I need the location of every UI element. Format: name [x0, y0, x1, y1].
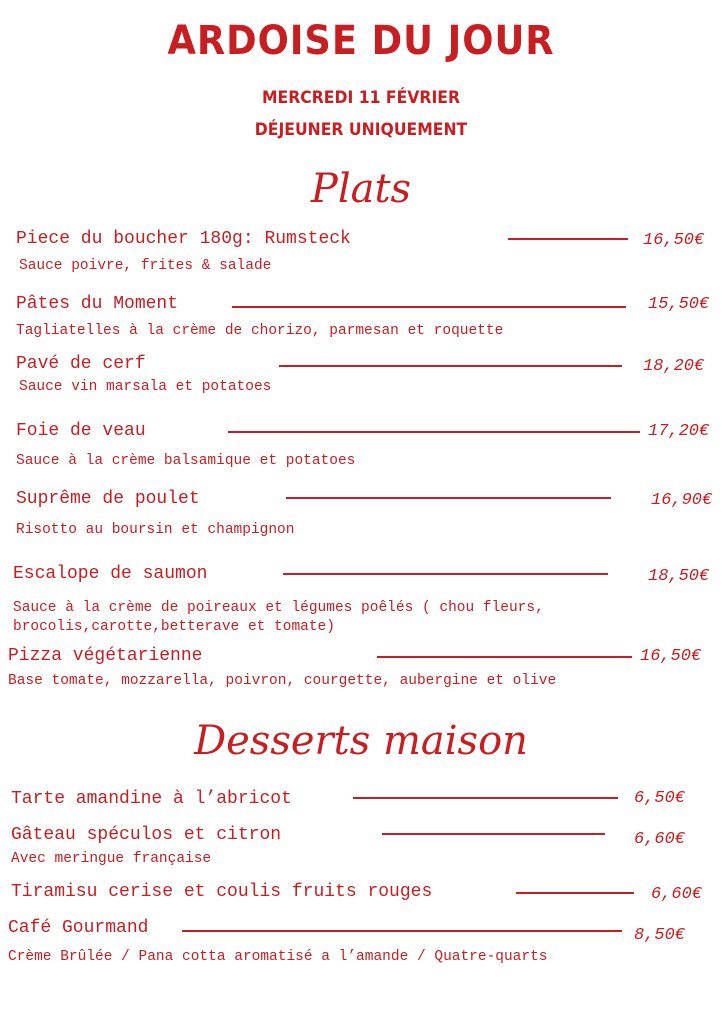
menu-service: DÉJEUNER UNIQUEMENT [254, 120, 468, 140]
leader-line [516, 892, 634, 894]
section-title-desserts: Desserts maison [194, 718, 528, 764]
leader-line [508, 238, 628, 240]
plat-description: Base tomate, mozzarella, poivron, courgette, aubergine et olive [8, 673, 557, 689]
section-title-plats: Plats [310, 166, 412, 212]
leader-line [353, 797, 618, 799]
leader-line [232, 306, 626, 308]
dessert-price: 6,60€ [651, 885, 703, 904]
dessert-price: 6,60€ [634, 830, 686, 849]
leader-line [286, 497, 611, 499]
plat-description: Sauce à la crème balsamique et potatoes [16, 453, 356, 469]
plat-price: 16,90€ [651, 491, 713, 510]
plat-price: 16,50€ [643, 231, 705, 250]
plat-name: Pizza végétarienne [8, 646, 203, 666]
dessert-name: Gâteau spéculos et citron [11, 825, 282, 845]
menu-date: MERCREDI 11 FÉVRIER [261, 88, 461, 108]
dessert-name: Tarte amandine à l’abricot [11, 789, 292, 809]
dessert-description: Avec meringue française [11, 851, 212, 867]
plat-name: Suprême de poulet [16, 489, 200, 509]
plat-price: 18,50€ [648, 567, 710, 586]
leader-line [182, 930, 622, 932]
plat-description: Tagliatelles à la crème de chorizo, parmesan et roquette [16, 323, 504, 339]
plat-name: Escalope de saumon [13, 564, 208, 584]
leader-line [283, 573, 608, 575]
plat-name: Foie de veau [16, 421, 146, 441]
plat-price: 16,50€ [640, 647, 702, 666]
plat-name: Pavé de cerf [16, 354, 146, 374]
plat-price: 17,20€ [648, 422, 710, 441]
plat-description: Risotto au boursin et champignon [16, 522, 295, 538]
plat-description-continued: brocolis,carotte,betterave et tomate) [13, 619, 335, 635]
dessert-price: 8,50€ [634, 926, 686, 945]
plat-name: Pâtes du Moment [16, 294, 179, 314]
dessert-price: 6,50€ [634, 789, 686, 808]
dessert-name: Tiramisu cerise et coulis fruits rouges [11, 882, 433, 902]
leader-line [228, 431, 640, 433]
plat-description: Sauce poivre, frites & salade [19, 258, 272, 274]
leader-line [377, 656, 632, 658]
leader-line [279, 365, 622, 367]
plat-price: 18,20€ [643, 357, 705, 376]
plat-description: Sauce vin marsala et potatoes [19, 379, 272, 395]
menu-title: ARDOISE DU JOUR [167, 18, 555, 64]
plat-name: Piece du boucher 180g: Rumsteck [16, 229, 351, 249]
plat-price: 15,50€ [648, 295, 710, 314]
dessert-description: Crème Brûlée / Pana cotta aromatisé a l’amande / Quatre-quarts [8, 949, 548, 965]
dessert-name: Café Gourmand [8, 918, 149, 938]
leader-line [382, 833, 605, 835]
plat-description: Sauce à la crème de poireaux et légumes poêlés ( chou fleurs, [13, 600, 544, 616]
